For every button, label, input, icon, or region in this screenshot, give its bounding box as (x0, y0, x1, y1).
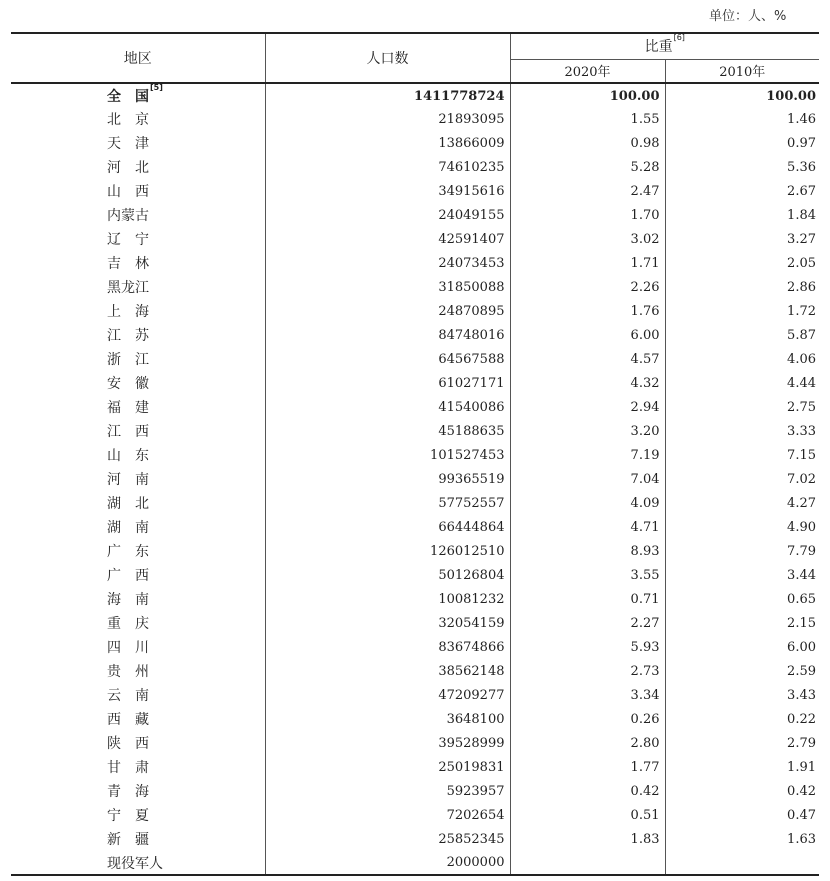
share-2020-cell: 2.73 (510, 659, 665, 683)
region-cell: 山 西 (11, 179, 265, 203)
share-2020-cell: 2.27 (510, 611, 665, 635)
population-cell: 31850088 (265, 275, 510, 299)
share-2010-cell: 4.90 (787, 519, 816, 535)
share-2010-cell: 0.97 (787, 135, 816, 151)
table-row (11, 803, 819, 827)
share-2020-cell: 0.98 (510, 131, 665, 155)
table-row (11, 419, 819, 443)
share-2010-cell (665, 851, 819, 875)
population-cell: 101527453 (265, 443, 510, 467)
region-cell: 甘 肃 (11, 755, 265, 779)
share-2020-cell: 0.71 (510, 587, 665, 611)
population-cell: 24870895 (265, 299, 510, 323)
table-row (11, 443, 819, 467)
share-2020-cell: 4.09 (510, 491, 665, 515)
share-2020-cell: 0.42 (510, 779, 665, 803)
population-cell: 99365519 (265, 467, 510, 491)
region-cell: 江 西 (11, 419, 265, 443)
region-cell: 福 建 (11, 395, 265, 419)
share-2010-cell: 0.22 (787, 711, 816, 727)
region-cell: 重 庆 (11, 611, 265, 635)
table-header (11, 33, 819, 83)
header-year-2020: 2020年 (510, 59, 665, 83)
table-row (11, 827, 819, 851)
population-cell: 38562148 (265, 659, 510, 683)
table-row (11, 587, 819, 611)
region-cell: 上 海 (11, 299, 265, 323)
region-cell: 海 南 (11, 587, 265, 611)
share-2010-cell: 100.00 (766, 88, 816, 104)
table-row (11, 539, 819, 563)
share-2010-cell: 3.43 (787, 687, 816, 703)
share-2010-cell: 4.44 (787, 375, 816, 391)
region-cell: 吉 林 (11, 251, 265, 275)
share-2020-cell: 100.00 (510, 83, 665, 107)
population-cell: 13866009 (265, 131, 510, 155)
share-2020-cell: 0.26 (510, 707, 665, 731)
table-row (11, 227, 819, 251)
region-cell: 北 京 (11, 107, 265, 131)
region-cell: 宁 夏 (11, 803, 265, 827)
population-cell: 39528999 (265, 731, 510, 755)
header-population: 人口数 (265, 33, 510, 83)
population-cell: 74610235 (265, 155, 510, 179)
share-2010-cell: 3.27 (787, 231, 816, 247)
table-row (11, 107, 819, 131)
population-cell: 3648100 (265, 707, 510, 731)
share-2010-cell: 2.15 (787, 615, 816, 631)
share-2010-cell: 7.79 (787, 543, 816, 559)
share-2020-cell: 1.77 (510, 755, 665, 779)
population-cell: 24073453 (265, 251, 510, 275)
share-2020-cell: 7.04 (510, 467, 665, 491)
table-row (11, 467, 819, 491)
population-cell: 42591407 (265, 227, 510, 251)
population-cell: 126012510 (265, 539, 510, 563)
share-2010-cell: 3.44 (787, 567, 816, 583)
population-cell: 10081232 (265, 587, 510, 611)
table-row-total (11, 83, 819, 107)
population-cell: 25019831 (265, 755, 510, 779)
population-cell: 45188635 (265, 419, 510, 443)
share-2020-cell: 3.20 (510, 419, 665, 443)
table-row (11, 683, 819, 707)
table-row (11, 275, 819, 299)
header-year-2010: 2010年 (665, 59, 819, 83)
region-cell: 贵 州 (11, 659, 265, 683)
share-2010-cell: 2.67 (787, 183, 816, 199)
share-2010-cell: 7.15 (787, 447, 816, 463)
table-row (11, 203, 819, 227)
share-2010-cell: 4.27 (787, 495, 816, 511)
population-cell: 61027171 (265, 371, 510, 395)
population-cell: 1411778724 (265, 83, 510, 107)
share-2010-cell: 1.72 (787, 303, 816, 319)
table-row (11, 731, 819, 755)
population-cell: 83674866 (265, 635, 510, 659)
header-share-label: 比重 (644, 39, 673, 56)
population-cell: 21893095 (265, 107, 510, 131)
table-row (11, 779, 819, 803)
share-2020-cell: 3.34 (510, 683, 665, 707)
header-share (510, 33, 819, 59)
region-cell: 广 西 (11, 563, 265, 587)
share-2010-cell: 5.36 (787, 159, 816, 175)
header-share-footnote: [6] (673, 33, 685, 43)
share-2010-cell: 2.79 (787, 735, 816, 751)
population-cell: 41540086 (265, 395, 510, 419)
population-cell: 47209277 (265, 683, 510, 707)
region-cell: 四 川 (11, 635, 265, 659)
share-2020-cell: 2.94 (510, 395, 665, 419)
share-2010-cell: 2.75 (787, 399, 816, 415)
region-cell: 西 藏 (11, 707, 265, 731)
population-cell: 84748016 (265, 323, 510, 347)
region-cell: 河 南 (11, 467, 265, 491)
region-cell: 云 南 (11, 683, 265, 707)
share-2010-cell: 1.91 (787, 759, 816, 775)
population-cell: 66444864 (265, 515, 510, 539)
share-2010-cell: 1.63 (787, 831, 816, 847)
population-cell: 50126804 (265, 563, 510, 587)
table-row (11, 563, 819, 587)
table-row (11, 179, 819, 203)
share-2020-cell: 1.71 (510, 251, 665, 275)
share-2020-cell: 4.71 (510, 515, 665, 539)
share-2010-cell: 1.84 (787, 207, 816, 223)
table-row (11, 707, 819, 731)
share-2020-cell: 1.70 (510, 203, 665, 227)
unit-label: 单位：人、% (709, 9, 787, 24)
share-2020-cell: 7.19 (510, 443, 665, 467)
share-2020-cell (510, 851, 665, 875)
share-2010-cell: 6.00 (787, 639, 816, 655)
region-cell: 新 疆 (11, 827, 265, 851)
population-cell: 32054159 (265, 611, 510, 635)
table-row (11, 371, 819, 395)
share-2020-cell: 1.76 (510, 299, 665, 323)
table-row (11, 299, 819, 323)
population-cell: 64567588 (265, 347, 510, 371)
share-2010-cell: 0.65 (787, 591, 816, 607)
share-2020-cell: 3.02 (510, 227, 665, 251)
table-row (11, 635, 819, 659)
share-2020-cell: 2.47 (510, 179, 665, 203)
table-row (11, 515, 819, 539)
share-2010-cell: 1.46 (787, 111, 816, 127)
region-footnote: [5] (150, 83, 163, 92)
share-2020-cell: 6.00 (510, 323, 665, 347)
region-cell: 辽 宁 (11, 227, 265, 251)
region-cell: 现役军人 (11, 851, 265, 875)
region-cell (11, 83, 265, 107)
region-cell: 江 苏 (11, 323, 265, 347)
share-2010-cell: 2.86 (787, 279, 816, 295)
table-row (11, 611, 819, 635)
region-cell: 广 东 (11, 539, 265, 563)
share-2020-cell: 2.80 (510, 731, 665, 755)
table-row (11, 491, 819, 515)
region-cell: 浙 江 (11, 347, 265, 371)
region-cell: 湖 北 (11, 491, 265, 515)
table-body (11, 83, 819, 875)
table-row (11, 323, 819, 347)
region-cell: 河 北 (11, 155, 265, 179)
share-2010-cell: 3.33 (787, 423, 816, 439)
population-cell: 57752557 (265, 491, 510, 515)
share-2020-cell: 5.28 (510, 155, 665, 179)
population-cell: 25852345 (265, 827, 510, 851)
share-2010-cell: 7.02 (787, 471, 816, 487)
share-2020-cell: 8.93 (510, 539, 665, 563)
region-cell: 天 津 (11, 131, 265, 155)
population-cell: 34915616 (265, 179, 510, 203)
share-2020-cell: 0.51 (510, 803, 665, 827)
table-row (11, 347, 819, 371)
region-cell: 湖 南 (11, 515, 265, 539)
share-2020-cell: 1.55 (510, 107, 665, 131)
share-2010-cell: 0.42 (787, 783, 816, 799)
population-cell: 24049155 (265, 203, 510, 227)
region-name: 全 国 (107, 89, 149, 105)
share-2020-cell: 3.55 (510, 563, 665, 587)
table-row (11, 659, 819, 683)
share-2010-cell: 2.59 (787, 663, 816, 679)
population-table (11, 32, 819, 876)
table-row (11, 251, 819, 275)
population-cell: 2000000 (265, 851, 510, 875)
share-2010-cell: 0.47 (787, 807, 816, 823)
table-row (11, 851, 819, 875)
table-row (11, 395, 819, 419)
table-row (11, 131, 819, 155)
header-region: 地区 (11, 33, 265, 83)
population-cell: 7202654 (265, 803, 510, 827)
population-cell: 5923957 (265, 779, 510, 803)
share-2010-cell: 4.06 (787, 351, 816, 367)
table-row (11, 755, 819, 779)
share-2020-cell: 4.32 (510, 371, 665, 395)
region-cell: 山 东 (11, 443, 265, 467)
share-2020-cell: 5.93 (510, 635, 665, 659)
share-2010-cell: 5.87 (787, 327, 816, 343)
share-2020-cell: 4.57 (510, 347, 665, 371)
region-cell: 安 徽 (11, 371, 265, 395)
region-cell: 内蒙古 (11, 203, 265, 227)
share-2010-cell: 2.05 (787, 255, 816, 271)
region-cell: 黑龙江 (11, 275, 265, 299)
share-2020-cell: 2.26 (510, 275, 665, 299)
share-2020-cell: 1.83 (510, 827, 665, 851)
region-cell: 青 海 (11, 779, 265, 803)
region-cell: 陕 西 (11, 731, 265, 755)
table-row (11, 155, 819, 179)
